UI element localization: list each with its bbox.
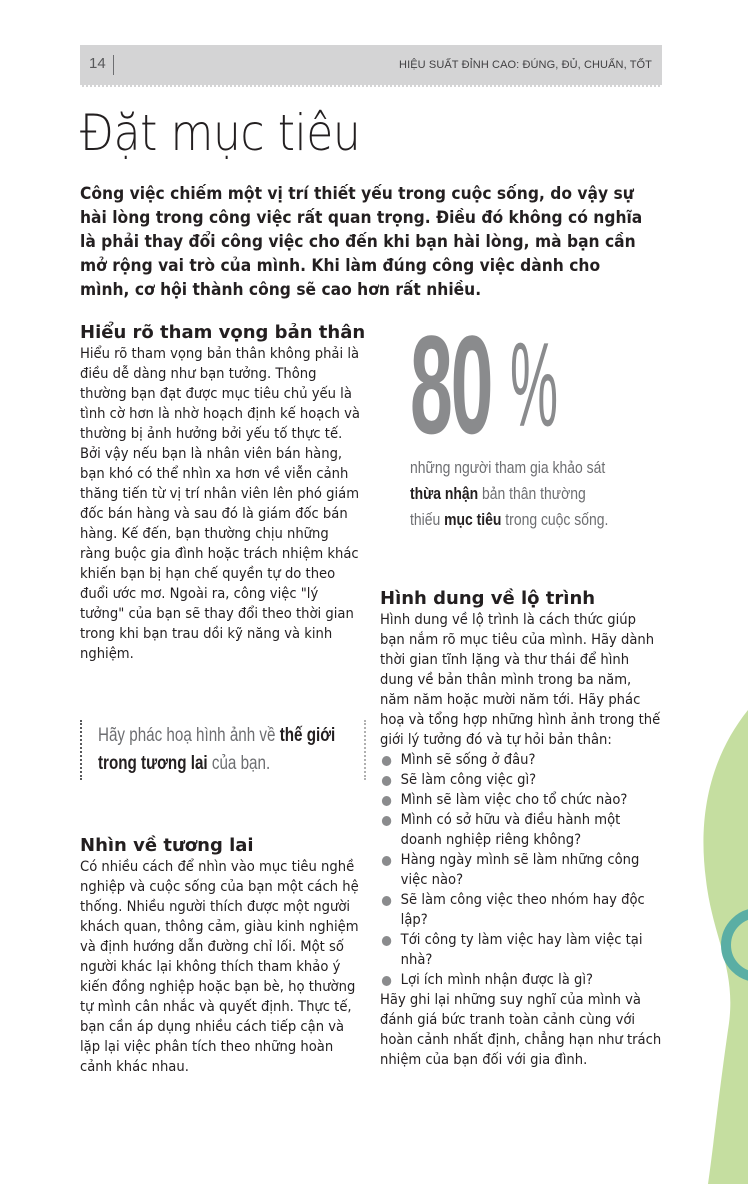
section-heading: Hiểu rõ tham vọng bản thân (80, 322, 366, 343)
section-heading: Hình dung về lộ trình (380, 588, 596, 609)
roadmap-outro: Hãy ghi lại những suy nghĩ của mình và đánh giá bức tranh toàn cảnh cùng với hoàn cảnh nhất định, chẳng hạn như trách nhiệm của bạn đối với gia đình. (380, 992, 662, 1068)
section-roadmap (380, 588, 680, 1070)
stat-percent-sign: % (510, 318, 559, 452)
running-title: HIỆU SUẤT ĐỈNH CAO: ĐÚNG, ĐỦ, CHUẨN, TỐT (399, 59, 652, 71)
bullet-icon (382, 896, 391, 906)
bullet-icon (382, 756, 391, 766)
list-item: Sẽ làm công việc gì? (380, 770, 662, 790)
list-item: Sẽ làm công việc theo nhóm hay độc lập? (380, 890, 662, 930)
quote-emphasis: thế giới trong tương lai (98, 725, 336, 774)
bullet-icon (382, 976, 391, 986)
list-item: Mình có sở hữu và điều hành một doanh nghiệp riêng không? (380, 810, 662, 850)
roadmap-intro: Hình dung về lộ trình là cách thức giúp bạn nắm rõ mục tiêu của mình. Hãy dành thời gian tĩnh lặng và thư thái để hình dung về bản thân mình trong ba năm, năm năm hoặc mười năm tới. Hãy phác hoạ và tổng hợp những hình ảnh trong thế giới lý tưởng đó và tự hỏi bản thân: (380, 612, 661, 748)
statistic-callout (410, 306, 670, 529)
stat-caption: những người tham gia khảo sát thừa nhận bản thân thường thiếu mục tiêu trong cuộc sống. (410, 458, 609, 529)
section-heading: Nhìn về tương lai (80, 835, 254, 856)
section-body (380, 610, 662, 1070)
running-header (80, 45, 662, 87)
bullet-icon (382, 796, 391, 806)
bullet-icon (382, 776, 391, 786)
lead-paragraph: Công việc chiếm một vị trí thiết yếu trong cuộc sống, do vậy sự hài lòng trong công việc rất quan trọng. Điều đó không có nghĩa là phải thay đổi công việc cho đến khi bạn hài lòng, mà bạn cần mở rộng vai trò của mình. Khi làm đúng công việc dành cho mình, cơ hội thành công sẽ cao hơn rất nhiều. (80, 184, 643, 299)
quote-text: Hãy phác hoạ hình ảnh về thế giới trong tương lai của bạn. (98, 725, 336, 774)
list-item: Hàng ngày mình sẽ làm những công việc nào? (380, 850, 662, 890)
bullet-icon (382, 856, 391, 866)
list-item: Tới công ty làm việc hay làm việc tại nhà? (380, 930, 662, 970)
header-divider (113, 55, 114, 75)
page-title: Đặt mục tiêu (80, 104, 361, 162)
section-ambition (80, 322, 380, 664)
section-body: Hiểu rõ tham vọng bản thân không phải là điều dễ dàng như bạn tưởng. Thông thường bạn đạt được mục tiêu chủ yếu là tình cờ hơn là nhờ hoạch định kế hoạch và thường bị ảnh hưởng bởi yếu tố thực tế. Bởi vậy nếu bạn là nhân viên bán hàng, bạn khó có thể nhìn xa hơn về viễn cảnh thăng tiến từ vị trí nhân viên lên phó giám đốc bán hàng và sau đó là giám đốc bán hàng. Kế đến, bạn thường chịu những ràng buộc gia đình hoặc trách nhiệm khác khiến bạn bị hạn chế quyền tự do theo đuổi ước mơ. Ngoài ra, công việc "lý tưởng" của bạn sẽ thay đổi theo thời gian trong khi bạn trau dồi kỹ năng và kinh nghiệm. (80, 346, 360, 662)
section-body: Có nhiều cách để nhìn vào mục tiêu nghề nghiệp và cuộc sống của bạn một cách hệ thống. Nhiều người thích được một người khách quan, thông cảm, giàu kinh nghiệm và định hướng dẫn đường chỉ lối. Một số người khác lại không thích tham khảo ý kiến đồng nghiệp hoặc bạn bè, họ thường tự mình cân nhắc và quyết định. Thực tế, bạn cần áp dụng nhiều cách tiếp cận và lặp lại việc phân tích theo những hoàn cảnh khác nhau. (80, 859, 359, 1075)
question-list (380, 750, 662, 990)
section-future (80, 835, 380, 1077)
page-number: 14 (89, 55, 106, 72)
list-item: Mình sẽ sống ở đâu? (380, 750, 662, 770)
list-item: Mình sẽ làm việc cho tổ chức nào? (380, 790, 662, 810)
decorative-leaf-shape (658, 700, 748, 1184)
list-item: Lợi ích mình nhận được là gì? (380, 970, 662, 990)
bullet-icon (382, 816, 391, 826)
pull-quote (80, 720, 366, 780)
stat-number: 80 (410, 306, 492, 463)
bullet-icon (382, 936, 391, 946)
